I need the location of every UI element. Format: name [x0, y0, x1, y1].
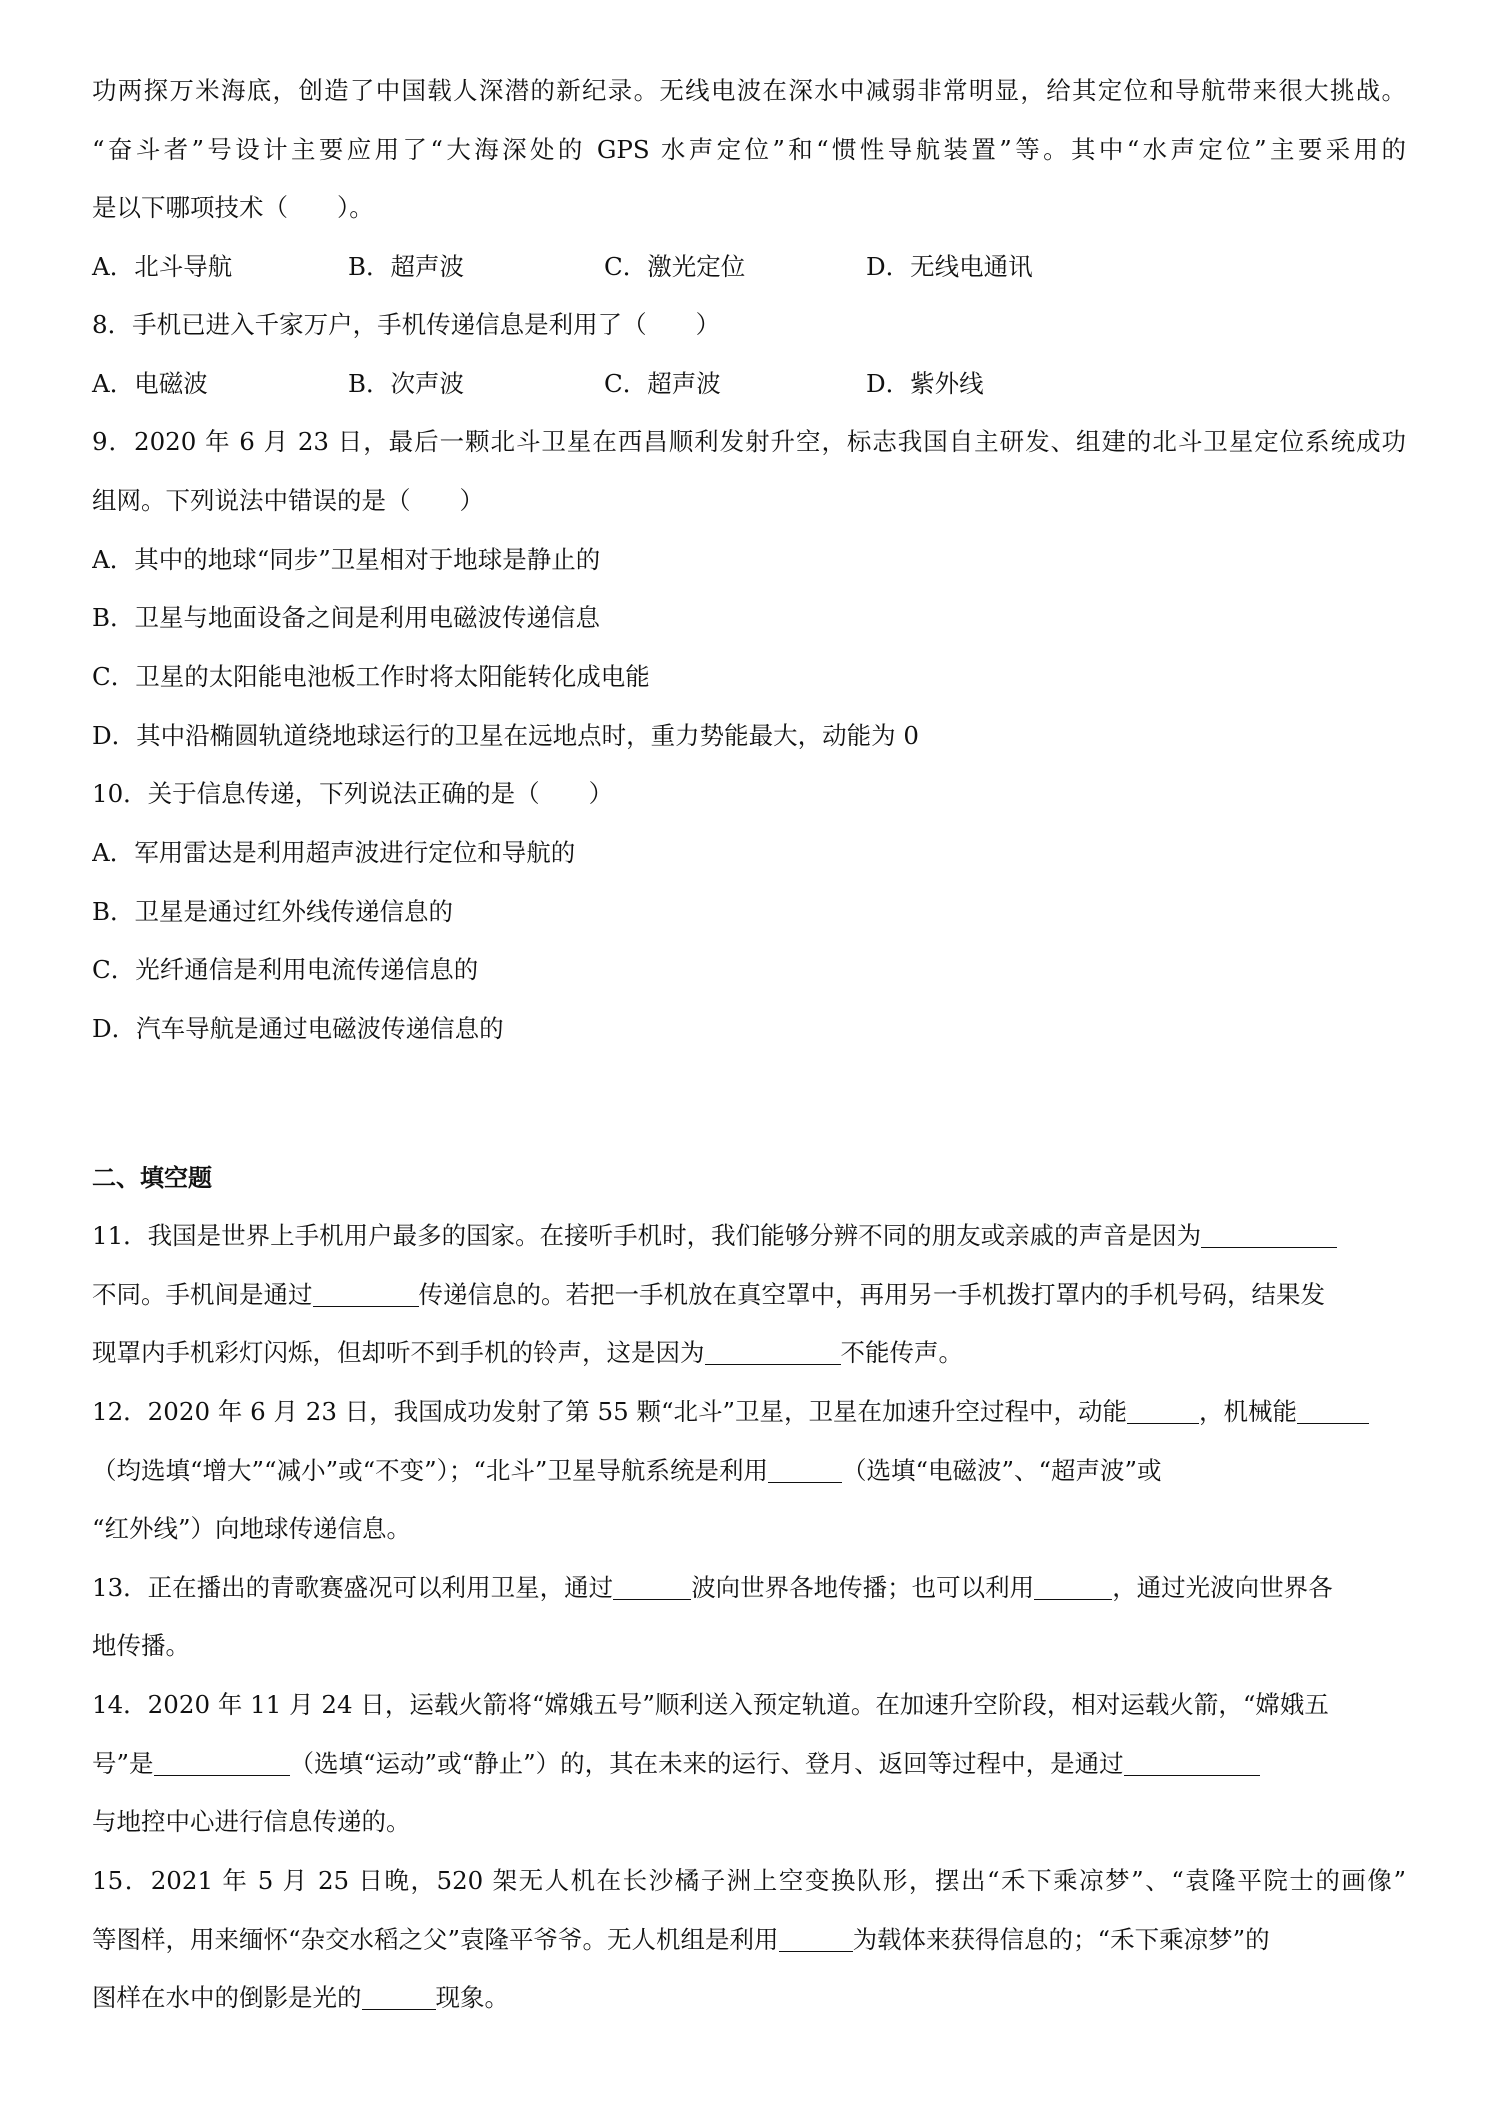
q10-option-b: B．卫星是通过红外线传递信息的 [92, 897, 454, 926]
q15-text-4: 现象。 [435, 1983, 509, 2012]
q13-text-3: ，通过光波向世界各 [1112, 1573, 1333, 1602]
q12-blank-1[interactable] [1127, 1397, 1199, 1424]
q12-blank-3[interactable] [768, 1456, 842, 1483]
q12-line-3: “红外线”）向地球传递信息。 [92, 1514, 412, 1543]
q13-text-2: 波向世界各地传播；也可以利用 [691, 1573, 1035, 1602]
q11-line-2 [92, 1277, 1406, 1313]
q7-line-3: 是以下哪项技术（ ）。 [92, 193, 374, 222]
q12-line-2 [92, 1453, 1406, 1489]
q7-options [92, 249, 1033, 285]
q15-text-3: 图样在水中的倒影是光的 [92, 1983, 362, 2012]
q9-line-1: 9．2020 年 6 月 23 日，最后一颗北斗卫星在西昌顺利发射升空，标志我国自主研发、组建的北斗卫星定位系统成功 [92, 427, 1406, 456]
q7-line-2: “奋斗者”号设计主要应用了“大海深处的 GPS 水声定位”和“惯性导航装置”等。其中“水声定位”主要采用的 [92, 135, 1406, 164]
q11-text-1: 11．我国是世界上手机用户最多的国家。在接听手机时，我们能够分辨不同的朋友或亲戚的声音是因为 [92, 1221, 1202, 1250]
q8-option-d: D．紫外线 [866, 369, 984, 398]
q14-line-2 [92, 1746, 1406, 1782]
q15-line-3 [92, 1980, 1406, 2016]
q7-option-c: C．激光定位 [604, 252, 746, 281]
q14-text-2: （选填“运动”或“静止”）的，其在未来的运行、登月、返回等过程中，是通过 [289, 1749, 1124, 1778]
q15-blank-1[interactable] [779, 1925, 853, 1952]
q13-blank-1[interactable] [613, 1573, 691, 1600]
section-heading: 二、填空题 [92, 1164, 212, 1192]
q12-text-2: ，机械能 [1199, 1397, 1298, 1426]
q7-option-a: A．北斗导航 [92, 252, 233, 281]
q9-option-c: C．卫星的太阳能电池板工作时将太阳能转化成电能 [92, 662, 650, 691]
q8-option-a: A．电磁波 [92, 369, 208, 398]
q11-text-2: 不同。手机间是通过 [92, 1280, 313, 1309]
q10-option-d: D．汽车导航是通过电磁波传递信息的 [92, 1014, 504, 1043]
q9-option-b: B．卫星与地面设备之间是利用电磁波传递信息 [92, 603, 601, 632]
q13-text-1: 13．正在播出的青歌赛盛况可以利用卫星，通过 [92, 1573, 614, 1602]
q14-blank-2[interactable] [1124, 1749, 1260, 1776]
q12-text-1: 12．2020 年 6 月 23 日，我国成功发射了第 55 颗“北斗”卫星，卫星在加速升空过程中，动能 [92, 1397, 1128, 1426]
q10-option-a: A．军用雷达是利用超声波进行定位和导航的 [92, 838, 576, 867]
q13-line-1 [92, 1570, 1406, 1606]
q11-line-3 [92, 1335, 1406, 1371]
q8-stem: 8．手机已进入千家万户，手机传递信息是利用了（ ） [92, 310, 721, 339]
q15-text-1: 等图样，用来缅怀“杂交水稻之父”袁隆平爷爷。无人机组是利用 [92, 1925, 779, 1954]
q13-blank-2[interactable] [1034, 1573, 1112, 1600]
q15-line-1: 15．2021 年 5 月 25 日晚，520 架无人机在长沙橘子洲上空变换队形，摆出“禾下乘凉梦”、“袁隆平院士的画像” [92, 1866, 1406, 1895]
q11-text-3: 传递信息的。若把一手机放在真空罩中，再用另一手机拨打罩内的手机号码，结果发 [418, 1280, 1325, 1309]
q7-option-d: D．无线电通讯 [866, 252, 1033, 281]
q7-option-b: B．超声波 [348, 252, 465, 281]
q15-text-2: 为载体来获得信息的；“禾下乘凉梦”的 [852, 1925, 1270, 1954]
q8-option-c: C．超声波 [604, 369, 721, 398]
q11-line-1 [92, 1218, 1406, 1254]
q12-text-3: （均选填“增大”“减小”或“不变”）；“北斗”卫星导航系统是利用 [92, 1456, 768, 1485]
q15-line-2 [92, 1922, 1406, 1958]
q8-options [92, 366, 984, 402]
q14-blank-1[interactable] [154, 1749, 290, 1776]
q12-line-1 [92, 1394, 1406, 1430]
q11-blank-3[interactable] [705, 1338, 841, 1365]
q14-line-3: 与地控中心进行信息传递的。 [92, 1807, 411, 1836]
q12-text-4: （选填“电磁波”、“超声波”或 [841, 1456, 1162, 1485]
q15-blank-2[interactable] [362, 1983, 436, 2010]
q9-option-d: D．其中沿椭圆轨道绕地球运行的卫星在远地点时，重力势能最大，动能为 0 [92, 721, 920, 750]
q14-text-1: 号”是 [92, 1749, 154, 1778]
q11-blank-1[interactable] [1201, 1221, 1337, 1248]
q12-blank-2[interactable] [1297, 1397, 1369, 1424]
q10-option-c: C．光纤通信是利用电流传递信息的 [92, 955, 479, 984]
q7-line-1: 功两探万米海底，创造了中国载人深潜的新纪录。无线电波在深水中减弱非常明显，给其定位和导航带来很大挑战。 [92, 76, 1406, 105]
q9-line-2: 组网。下列说法中错误的是（ ） [92, 486, 484, 515]
q11-blank-2[interactable] [313, 1280, 419, 1307]
q11-text-4: 现罩内手机彩灯闪烁，但却听不到手机的铃声，这是因为 [92, 1338, 705, 1367]
q8-option-b: B．次声波 [348, 369, 465, 398]
q13-line-2: 地传播。 [92, 1631, 190, 1660]
q10-stem: 10．关于信息传递，下列说法正确的是（ ） [92, 779, 614, 808]
q11-text-5: 不能传声。 [840, 1338, 963, 1367]
q14-line-1: 14．2020 年 11 月 24 日，运载火箭将“嫦娥五号”顺利送入预定轨道。在加速升空阶段，相对运载火箭，“嫦娥五 [92, 1690, 1329, 1719]
q9-option-a: A．其中的地球“同步”卫星相对于地球是静止的 [92, 545, 601, 574]
